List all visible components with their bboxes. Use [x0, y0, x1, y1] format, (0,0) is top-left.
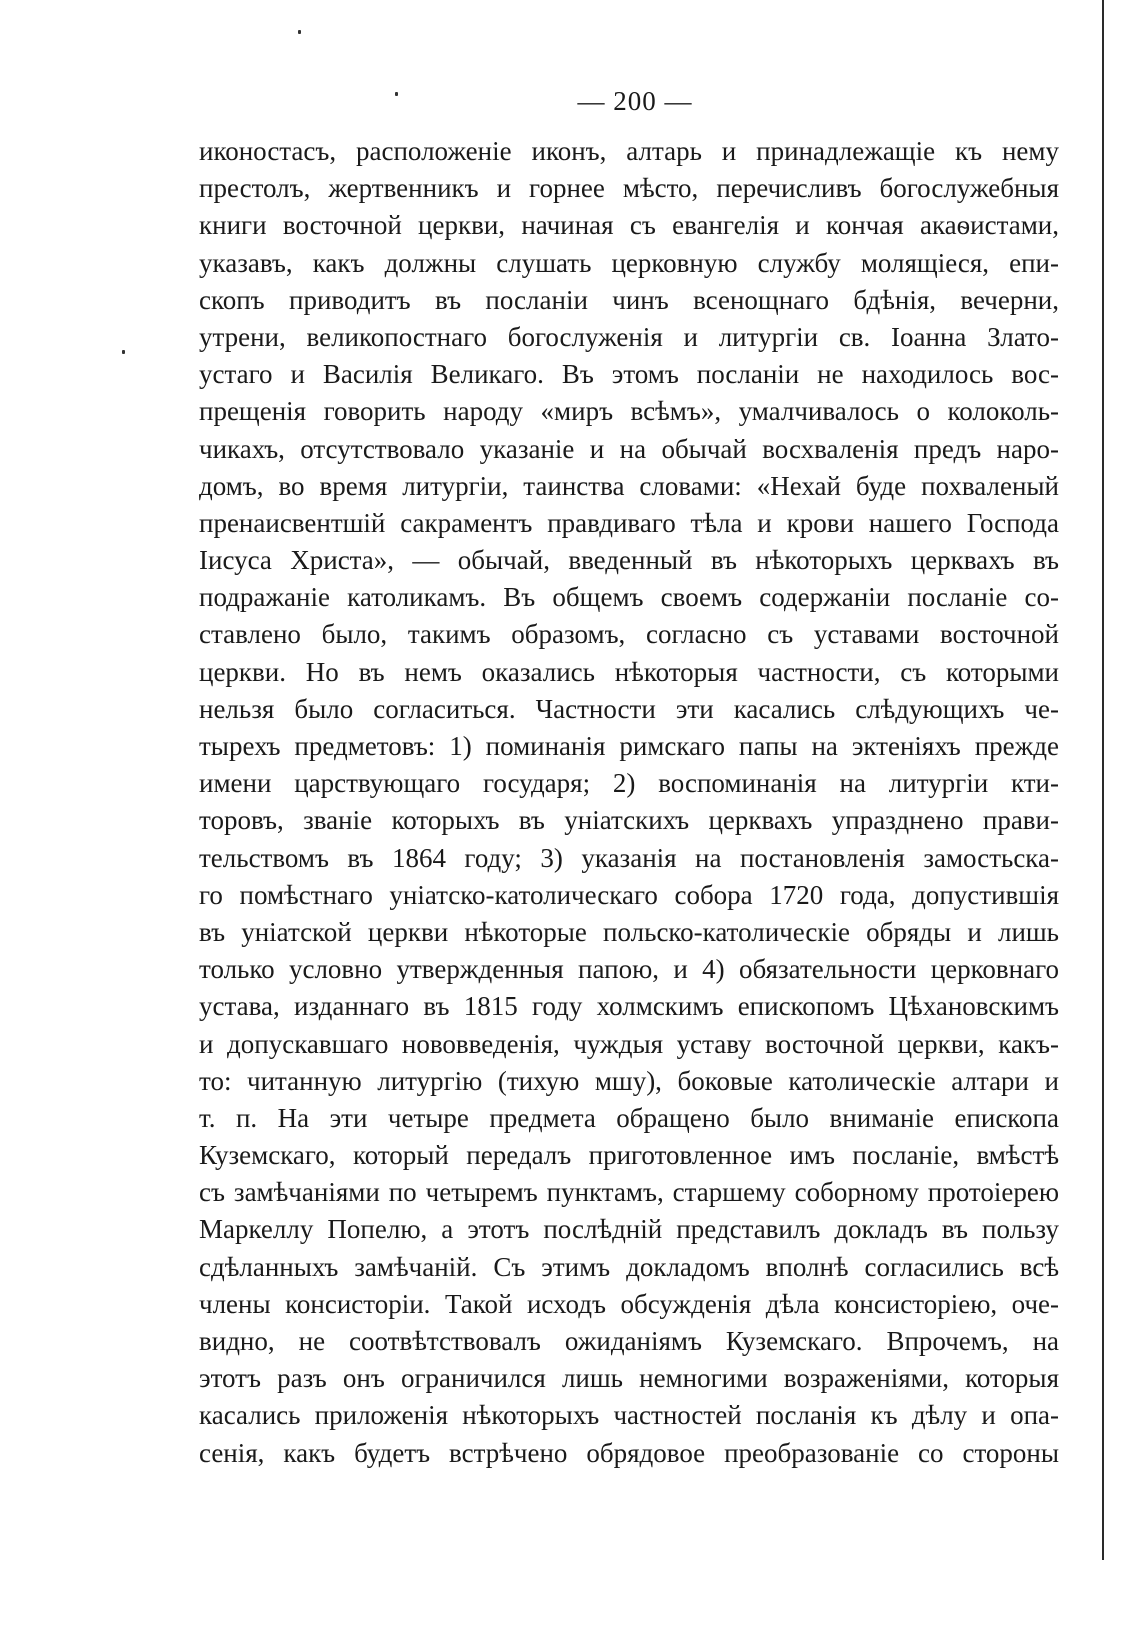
text-line: иконостасъ, расположеніе иконъ, алтарь и принадлежащіе къ нему [199, 136, 1059, 166]
text-line: нельзя было согласиться. Частности эти касались слѣдующихъ че- [199, 693, 1059, 724]
text-line: торовъ, званіе которыхъ въ уніатскихъ церквахъ упразднено прави- [199, 805, 1059, 836]
text-line: тельствомъ въ 1864 году; 3) указанія на постановленія замостьска- [199, 842, 1059, 873]
text-line: устава, изданнаго въ 1815 году холмскимъ епископомъ Цѣхановскимъ [199, 991, 1059, 1022]
text-line: утрени, великопостнаго богослуженія и литургіи св. Іоанна Злато- [199, 321, 1059, 352]
text-line: церкви. Но въ немъ оказались нѣкоторыя частности, съ которыми [199, 656, 1059, 687]
text-line: го помѣстнаго уніатско-католическаго собора 1720 года, допустившія [199, 879, 1059, 910]
text-line: сенія, какъ будетъ встрѣчено обрядовое преобразованіе со стороны [199, 1437, 1059, 1468]
text-line: въ уніатской церкви нѣкоторые польско-католическіе обряды и лишь [199, 916, 1059, 947]
scan-speck [122, 350, 125, 354]
text-line: и допускавшаго нововведенія, чуждыя уставу восточной церкви, какъ- [199, 1028, 1059, 1059]
text-line: прещенія говорить народу «миръ всѣмъ», умалчивалось о колоколь- [199, 396, 1059, 427]
text-line: домъ, во время литургіи, таинства словами: «Нехай буде похваленый [199, 470, 1059, 501]
text-line: Іисуса Христа», — обычай, введенный въ нѣкоторыхъ церквахъ въ [199, 545, 1059, 576]
text-line: этотъ разъ онъ ограничился лишь немногими возраженіями, которыя [199, 1363, 1059, 1394]
text-line: тырехъ предметовъ: 1) поминанія римскаго папы на эктеніяхъ прежде [199, 731, 1059, 761]
text-line: пренаисвентшій сакраментъ правдиваго тѣла и крови нашего Господа [199, 507, 1059, 538]
text-line: книги восточной церкви, начиная съ евангелія и кончая акаѳистами, [199, 210, 1059, 241]
text-line: касались приложенія нѣкоторыхъ частностей посланія къ дѣлу и опа- [199, 1400, 1059, 1431]
text-line: съ замѣчаніями по четыремъ пунктамъ, старшему соборному протоіерею [199, 1177, 1059, 1208]
scan-speck [298, 30, 301, 34]
text-line: скопъ приводитъ въ посланіи чинъ всенощнаго бдѣнія, вечерни, [199, 284, 1059, 315]
text-line: только условно утвержденныя папою, и 4) обязательности церковнаго [199, 954, 1059, 985]
text-line: сдѣланныхъ замѣчаній. Съ этимъ докладомъ вполнѣ согласились всѣ [199, 1251, 1059, 1282]
text-line: т. п. На эти четыре предмета обращено было вниманіе епископа [199, 1102, 1059, 1133]
text-line: престолъ, жертвенникъ и горнее мѣсто, перечисливъ богослужебныя [199, 173, 1059, 204]
page-number: — 200 — [577, 86, 693, 116]
text-line: члены консисторіи. Такой исходъ обсужденія дѣла консисторіею, оче- [199, 1288, 1059, 1319]
text-line: чикахъ, отсутствовало указаніе и на обычай восхваленія предъ наро- [199, 433, 1059, 464]
text-line: ставлено было, такимъ образомъ, согласно съ уставами восточной [199, 619, 1059, 650]
text-line: Куземскаго, который передалъ приготовленное имъ посланіе, вмѣстѣ [199, 1140, 1059, 1171]
text-line: устаго и Василія Великаго. Въ этомъ посланіи не находилось вос- [199, 359, 1059, 390]
body-text [199, 133, 1059, 1472]
text-line: видно, не соотвѣтствовалъ ожиданіямъ Куземскаго. Впрочемъ, на [199, 1326, 1059, 1356]
text-line: подражаніе католикамъ. Въ общемъ своемъ содержаніи посланіе со- [199, 582, 1059, 613]
scan-edge-line [1102, 0, 1104, 1560]
text-line: то: читанную литургію (тихую мшу), боковые католическіе алтари и [199, 1065, 1059, 1096]
text-line: Маркеллу Попелю, а этотъ послѣдній представилъ докладъ въ пользу [199, 1214, 1059, 1245]
text-line: указавъ, какъ должны слушать церковную службу молящіеся, епи- [199, 247, 1059, 278]
text-line: имени царствующаго государя; 2) воспоминанія на литургіи кти- [199, 768, 1059, 799]
